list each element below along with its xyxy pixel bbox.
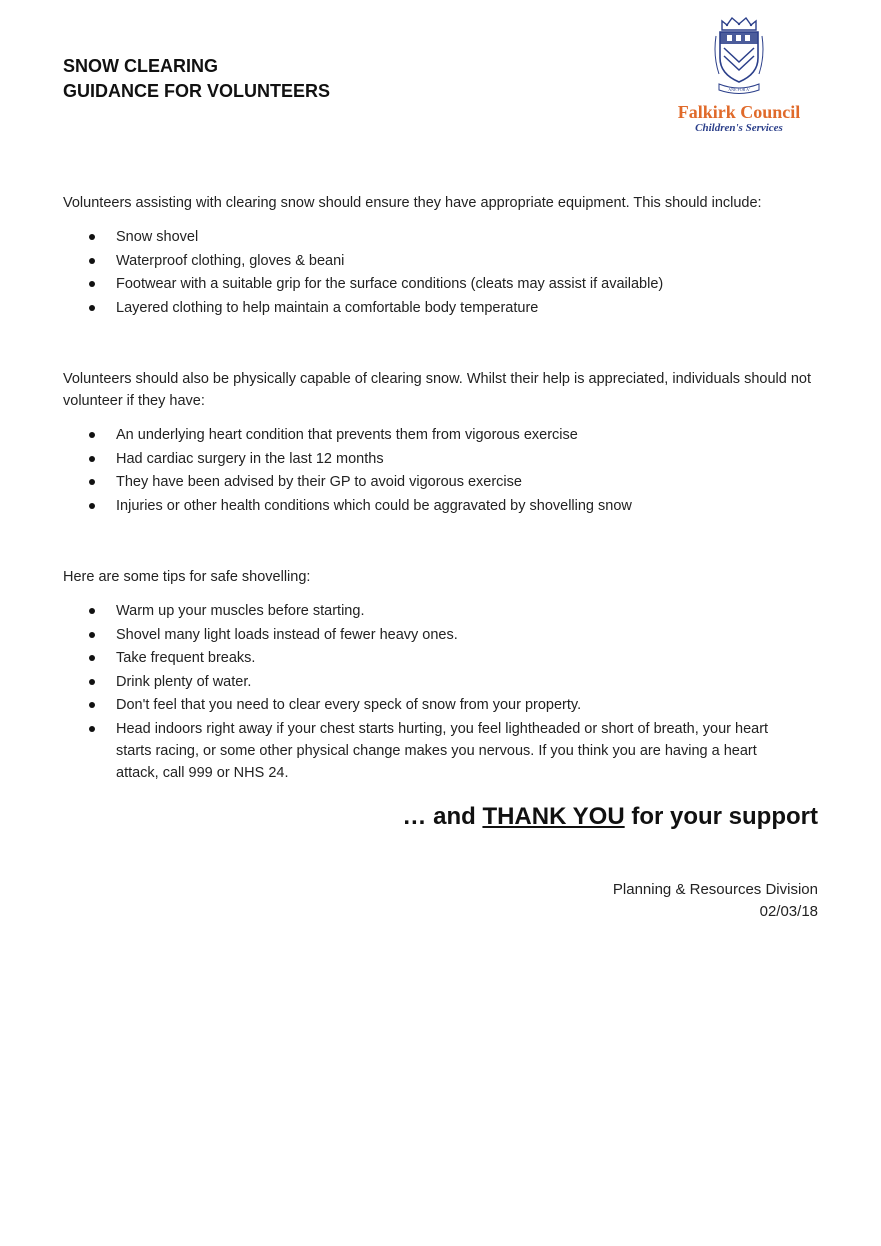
list-item: Waterproof clothing, gloves & beani xyxy=(63,250,823,272)
bullet-icon xyxy=(89,702,95,708)
svg-text:ANE FOR A': ANE FOR A' xyxy=(728,87,750,92)
list-item: Footwear with a suitable grip for the surface conditions (cleats may assist if available) xyxy=(63,273,823,295)
list-item: An underlying heart condition that prevents them from vigorous exercise xyxy=(63,424,823,446)
capability-list xyxy=(63,424,823,518)
section-intro-equipment: Volunteers assisting with clearing snow should ensure they have appropriate equipment. This should include: xyxy=(63,195,762,211)
list-item: Warm up your muscles before starting. xyxy=(63,600,823,622)
document-date: 02/03/18 xyxy=(759,903,818,920)
list-item: Drink plenty of water. xyxy=(63,671,823,693)
bullet-icon xyxy=(89,608,95,614)
list-item: Shovel many light loads instead of fewer heavy ones. xyxy=(63,624,823,646)
title-line-1: SNOW CLEARING xyxy=(63,56,218,76)
bullet-icon xyxy=(89,679,95,685)
bullet-icon xyxy=(89,281,95,287)
equipment-list xyxy=(63,226,823,320)
bullet-icon xyxy=(89,479,95,485)
thank-you-emphasis: THANK YOU xyxy=(482,803,625,830)
list-item: Take frequent breaks. xyxy=(63,647,823,669)
list-item: Head indoors right away if your chest starts hurting, you feel lightheaded or short of breath, your heart starts racing, or some other physical change makes you nervous. If you think you are having a heart attack, call 999 or NHS 24. xyxy=(63,718,823,784)
bullet-icon xyxy=(89,258,95,264)
bullet-icon xyxy=(89,456,95,462)
bullet-icon xyxy=(89,503,95,509)
bullet-icon xyxy=(89,305,95,311)
list-item: Don't feel that you need to clear every speck of snow from your property. xyxy=(63,694,823,716)
list-item: Injuries or other health conditions which could be aggravated by shovelling snow xyxy=(63,495,823,517)
signature-block xyxy=(613,879,818,923)
bullet-icon xyxy=(89,234,95,240)
tips-list xyxy=(63,600,823,786)
bullet-icon xyxy=(89,432,95,438)
list-item: They have been advised by their GP to avoid vigorous exercise xyxy=(63,471,823,493)
org-subtitle: Children's Services xyxy=(695,122,783,134)
section-intro-capability: Volunteers should also be physically capable of clearing snow. Whilst their help is appreciated, individuals should not volunteer if they have: xyxy=(63,371,811,409)
section-intro-tips: Here are some tips for safe shovelling: xyxy=(63,569,311,585)
list-item: Layered clothing to help maintain a comfortable body temperature xyxy=(63,297,823,319)
bullet-icon xyxy=(89,632,95,638)
org-name: Falkirk Council xyxy=(677,102,801,122)
list-item: Snow shovel xyxy=(63,226,823,248)
bullet-icon xyxy=(89,655,95,661)
division-name: Planning & Resources Division xyxy=(612,881,818,898)
bullet-icon xyxy=(89,726,95,732)
council-crest-icon xyxy=(713,16,765,96)
document-title xyxy=(63,54,330,104)
list-item: Had cardiac surgery in the last 12 months xyxy=(63,448,823,470)
title-line-2: GUIDANCE FOR VOLUNTEERS xyxy=(63,81,331,101)
thank-you-message: … and THANK YOU for your support xyxy=(402,803,818,830)
council-logo xyxy=(668,16,810,136)
